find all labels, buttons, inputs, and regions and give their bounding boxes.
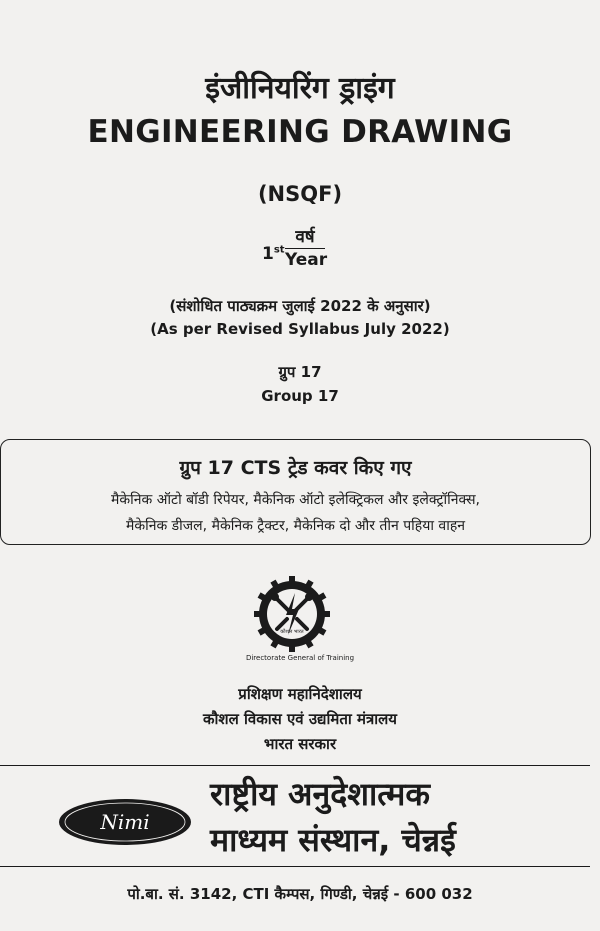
title-english: ENGINEERING DRAWING — [87, 114, 513, 150]
year-fraction — [285, 224, 328, 270]
year-english: Year — [285, 250, 328, 270]
ministry-line-1: प्रशिक्षण महानिदेशालय — [238, 685, 362, 703]
revision-hindi: (संशोधित पाठ्यक्रम जुलाई 2022 के अनुसार) — [169, 297, 431, 315]
trades-list-line-1: मैकेनिक ऑटो बॉडी रिपेयर, मैकेनिक ऑटो इलेक्ट्रिकल और इलेक्ट्रॉनिक्स, — [111, 492, 480, 508]
year-hindi: वर्ष — [285, 224, 325, 249]
trades-box-title: ग्रुप 17 CTS ट्रेड कवर किए गए — [179, 457, 412, 479]
scheme-label: (NSQF) — [257, 182, 343, 206]
trades-list-line-2: मैकेनिक डीजल, मैकेनिक ट्रैक्टर, मैकेनिक दो और तीन पहिया वाहन — [125, 518, 466, 534]
divider-bottom — [0, 866, 590, 867]
year-indicator — [262, 224, 342, 276]
title-hindi: इंजीनियरिंग ड्राइंग — [205, 71, 395, 106]
group-english: Group 17 — [261, 387, 339, 405]
dgt-caption: Directorate General of Training — [245, 654, 355, 662]
nimi-oval-logo — [58, 798, 192, 846]
year-suffix: st — [273, 244, 285, 256]
postal-address: पो.बा. सं. 3142, CTI कैम्पस, गिण्डी, चेन्नई - 600 032 — [127, 885, 473, 903]
revision-english: (As per Revised Syllabus July 2022) — [150, 320, 450, 338]
institute-name-line-2: माध्यम संस्थान, चेन्नई — [210, 821, 456, 859]
dgt-logo-text: कौशल भारत — [280, 629, 304, 635]
group-hindi: ग्रुप 17 — [278, 363, 322, 381]
dgt-gear-tools-icon — [253, 575, 331, 653]
year-number: 1st — [262, 244, 285, 264]
ministry-line-2: कौशल विकास एवं उद्यमिता मंत्रालय — [202, 710, 398, 728]
trades-covered-box — [0, 439, 591, 545]
nimi-logo-text: Nimi — [100, 810, 150, 834]
ministry-line-3: भारत सरकार — [263, 735, 337, 753]
institute-name-line-1: राष्ट्रीय अनुदेशात्मक — [210, 775, 431, 813]
divider-top — [0, 765, 590, 766]
